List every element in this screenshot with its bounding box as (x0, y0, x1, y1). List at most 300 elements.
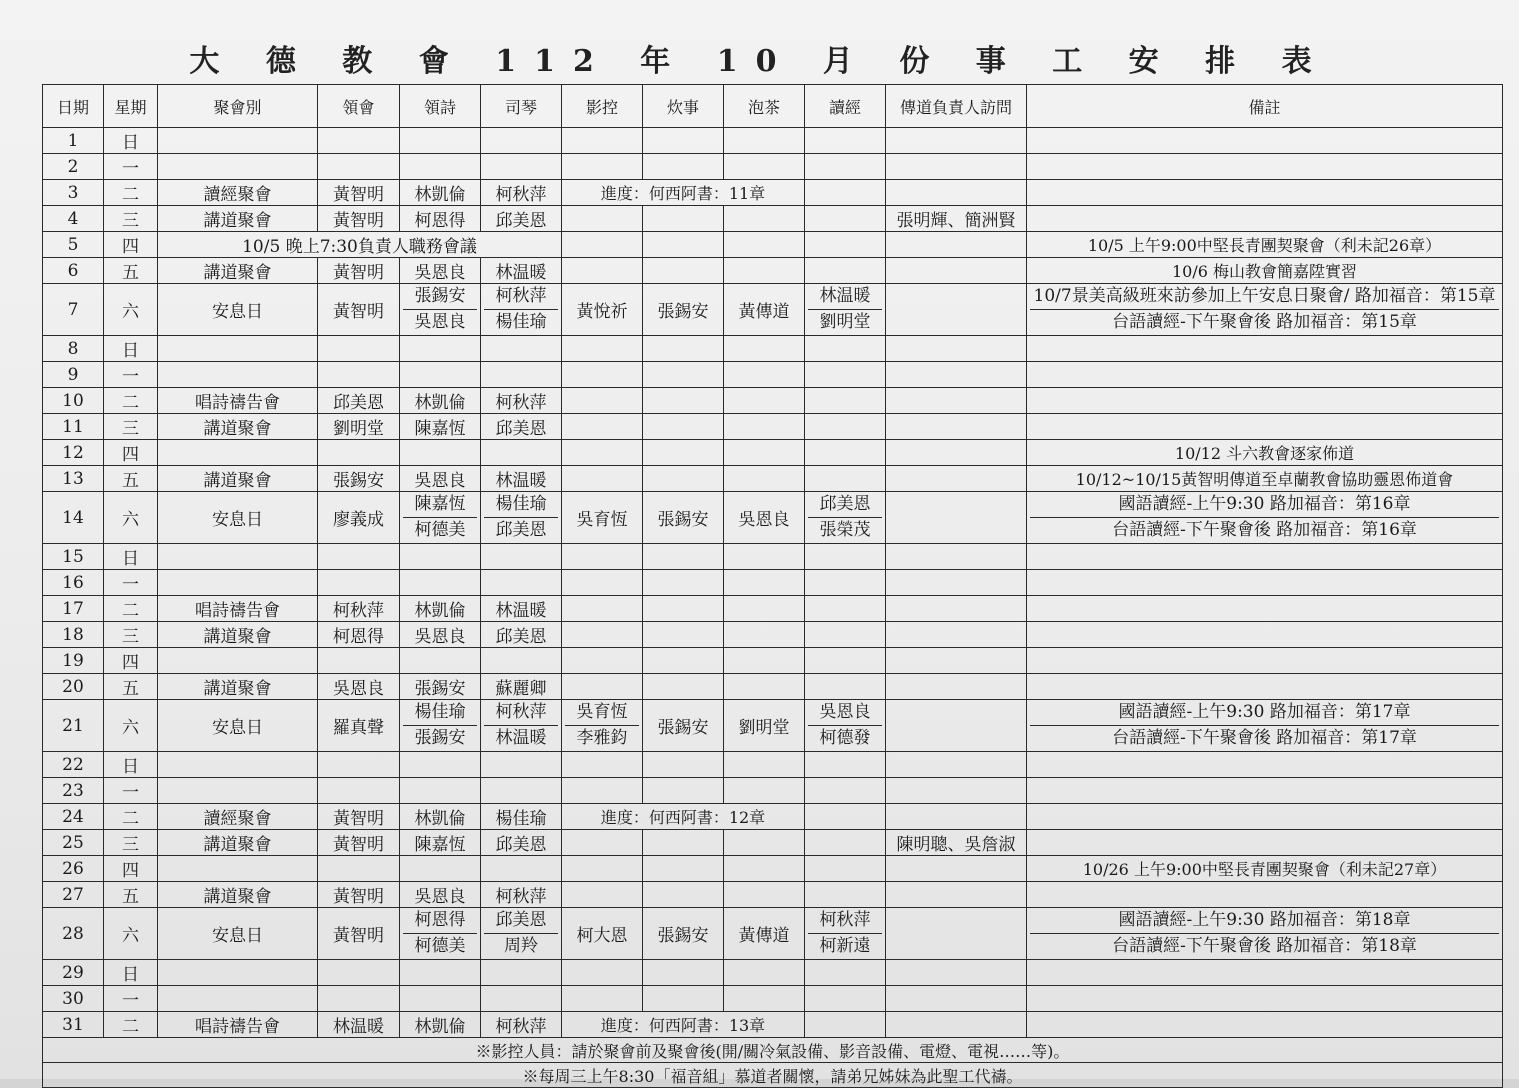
remark-cell (1027, 882, 1503, 908)
cooking-cell (643, 856, 724, 882)
reading-cell (805, 882, 886, 908)
schedule-row (43, 180, 1503, 206)
reading-cell (805, 856, 886, 882)
schedule-row (43, 856, 1503, 882)
tea-cell (724, 674, 805, 700)
remark-cell (1027, 284, 1503, 336)
tea-cell (724, 128, 805, 154)
date-cell: 23 (43, 778, 104, 804)
cooking-cell (643, 778, 724, 804)
date-cell: 28 (43, 908, 104, 960)
schedule-row (43, 778, 1503, 804)
header-hymn-leader: 領詩 (400, 85, 481, 128)
cooking-cell (643, 596, 724, 622)
pianist-cell: 邱美恩 (481, 830, 562, 856)
reading-cell (805, 336, 886, 362)
reading-cell (805, 544, 886, 570)
hymn-leader-cell: 柯恩得 (400, 206, 481, 232)
weekday-cell: 二 (104, 388, 158, 414)
hymn-leader-cell: 林凱倫 (400, 596, 481, 622)
weekday-cell: 五 (104, 466, 158, 492)
pianist-cell: 柯秋萍 (481, 1012, 562, 1038)
reading-cell-entry: 柯德發 (808, 725, 882, 751)
date-cell: 12 (43, 440, 104, 466)
av-cell (562, 154, 643, 180)
weekday-cell: 日 (104, 128, 158, 154)
schedule-row (43, 362, 1503, 388)
date-cell: 21 (43, 700, 104, 752)
meeting-type-cell: 講道聚會 (158, 830, 318, 856)
av-cell (562, 544, 643, 570)
schedule-row (43, 570, 1503, 596)
av-cell: 吳育恆 (562, 492, 643, 544)
tea-cell (724, 388, 805, 414)
remark-cell (1027, 960, 1503, 986)
visit-cell (886, 388, 1027, 414)
weekday-cell: 六 (104, 492, 158, 544)
pianist-cell: 柯秋萍 (481, 388, 562, 414)
pianist-cell-entry: 周羚 (484, 933, 558, 959)
leader-cell: 柯恩得 (318, 622, 400, 648)
hymn-leader-cell-entry: 張錫安 (403, 725, 477, 751)
weekday-cell: 四 (104, 440, 158, 466)
hymn-leader-cell (400, 752, 481, 778)
date-cell: 10 (43, 388, 104, 414)
date-cell: 3 (43, 180, 104, 206)
date-cell: 2 (43, 154, 104, 180)
pianist-cell: 林温暖 (481, 258, 562, 284)
weekday-cell: 三 (104, 414, 158, 440)
meeting-type-cell: 安息日 (158, 700, 318, 752)
hymn-leader-cell (400, 778, 481, 804)
reading-cell (805, 674, 886, 700)
reading-cell (805, 414, 886, 440)
leader-cell (318, 778, 400, 804)
reading-cell (805, 284, 886, 336)
remark-cell-entry: 台語讀經-下午聚會後 路加福音：第16章 (1030, 517, 1499, 543)
schedule-row (43, 804, 1503, 830)
meeting-type-cell (158, 856, 318, 882)
pianist-cell (481, 778, 562, 804)
visit-cell (886, 622, 1027, 648)
reading-cell-entry: 柯新遠 (808, 933, 882, 959)
leader-cell: 林温暖 (318, 1012, 400, 1038)
reading-cell (805, 596, 886, 622)
schedule-row (43, 492, 1503, 544)
cooking-cell (643, 752, 724, 778)
weekday-cell: 一 (104, 778, 158, 804)
reading-cell-entry: 吳恩良 (819, 702, 871, 722)
progress-note: 進度：何西阿書：12章 (562, 804, 805, 830)
date-cell: 29 (43, 960, 104, 986)
hymn-leader-cell (400, 440, 481, 466)
schedule-row (43, 882, 1503, 908)
av-cell (562, 258, 643, 284)
pianist-cell (481, 336, 562, 362)
remark-cell (1027, 492, 1503, 544)
remark-cell-entry: 國語讀經-上午9:30 路加福音：第17章 (1118, 702, 1411, 722)
remark-cell-entry: 台語讀經-下午聚會後 路加福音：第18章 (1030, 933, 1499, 959)
date-cell: 14 (43, 492, 104, 544)
pianist-cell-entry: 邱美恩 (484, 517, 558, 543)
date-cell: 8 (43, 336, 104, 362)
meeting-type-cell: 讀經聚會 (158, 180, 318, 206)
hymn-leader-cell-entry: 楊佳瑜 (414, 702, 466, 722)
schedule-row (43, 674, 1503, 700)
weekday-cell: 一 (104, 570, 158, 596)
hymn-leader-cell-entry: 柯德美 (403, 517, 477, 543)
schedule-row (43, 960, 1503, 986)
av-cell (562, 440, 643, 466)
pianist-cell: 柯秋萍 (481, 882, 562, 908)
leader-cell (318, 648, 400, 674)
remark-cell (1027, 388, 1503, 414)
leader-cell: 黃智明 (318, 258, 400, 284)
empty-cell (643, 232, 724, 258)
tea-cell: 劉明堂 (724, 700, 805, 752)
leader-cell (318, 362, 400, 388)
hymn-leader-cell-entry: 吳恩良 (403, 309, 477, 335)
remark-cell (1027, 362, 1503, 388)
meeting-type-cell (158, 648, 318, 674)
reading-cell (805, 180, 886, 206)
empty-cell (805, 232, 886, 258)
weekday-cell: 六 (104, 700, 158, 752)
pianist-cell (481, 544, 562, 570)
remark-cell (1027, 622, 1503, 648)
pianist-cell (481, 284, 562, 336)
tea-cell (724, 258, 805, 284)
pianist-cell (481, 154, 562, 180)
reading-cell-entry: 林温暖 (819, 286, 871, 306)
pianist-cell: 林温暖 (481, 466, 562, 492)
leader-cell (318, 154, 400, 180)
leader-cell: 黃智明 (318, 882, 400, 908)
visit-cell: 陳明聰、吳詹淑 (886, 830, 1027, 856)
av-cell (562, 336, 643, 362)
weekday-cell: 三 (104, 206, 158, 232)
visit-cell (886, 258, 1027, 284)
date-cell: 20 (43, 674, 104, 700)
leader-cell (318, 960, 400, 986)
tea-cell (724, 622, 805, 648)
date-cell: 31 (43, 1012, 104, 1038)
meeting-type-cell: 講道聚會 (158, 206, 318, 232)
leader-cell: 廖義成 (318, 492, 400, 544)
remark-cell (1027, 544, 1503, 570)
cooking-cell (643, 544, 724, 570)
date-cell: 24 (43, 804, 104, 830)
date-cell: 30 (43, 986, 104, 1012)
visit-cell (886, 284, 1027, 336)
tea-cell (724, 596, 805, 622)
remark-cell (1027, 674, 1503, 700)
visit-cell (886, 466, 1027, 492)
leader-cell: 黃智明 (318, 284, 400, 336)
meeting-type-cell (158, 544, 318, 570)
av-cell (562, 648, 643, 674)
weekday-cell: 一 (104, 154, 158, 180)
meeting-type-cell: 講道聚會 (158, 674, 318, 700)
visit-cell (886, 596, 1027, 622)
hymn-leader-cell-entry: 柯德美 (403, 933, 477, 959)
reading-cell (805, 830, 886, 856)
header-leader: 領會 (318, 85, 400, 128)
pianist-cell (481, 440, 562, 466)
tea-cell (724, 648, 805, 674)
weekday-cell: 二 (104, 804, 158, 830)
meeting-type-cell (158, 336, 318, 362)
footer-note: ※每周三上午8:30「福音組」慕道者關懷，請弟兄姊妹為此聖工代禱。 (43, 1063, 1503, 1088)
visit-cell (886, 336, 1027, 362)
cooking-cell (643, 960, 724, 986)
schedule-row (43, 154, 1503, 180)
cooking-cell (643, 986, 724, 1012)
cooking-cell (643, 154, 724, 180)
remark-cell: 10/5 上午9:00中堅長青團契聚會（利未記26章） (1027, 232, 1503, 258)
hymn-leader-cell (400, 492, 481, 544)
visit-cell (886, 440, 1027, 466)
meeting-type-cell (158, 986, 318, 1012)
meeting-type-cell: 安息日 (158, 284, 318, 336)
pianist-cell: 邱美恩 (481, 622, 562, 648)
pianist-cell: 楊佳瑜 (481, 804, 562, 830)
tea-cell (724, 986, 805, 1012)
leader-cell: 黃智明 (318, 830, 400, 856)
pianist-cell-entry: 邱美恩 (495, 910, 547, 930)
leader-cell (318, 570, 400, 596)
reading-cell (805, 466, 886, 492)
pianist-cell (481, 960, 562, 986)
date-cell: 18 (43, 622, 104, 648)
av-cell (562, 856, 643, 882)
remark-cell-entry: 10/7景美高級班來訪參加上午安息日聚會/ 路加福音：第15章 (1033, 286, 1496, 306)
meeting-type-cell (158, 778, 318, 804)
hymn-leader-cell (400, 336, 481, 362)
remark-cell (1027, 596, 1503, 622)
weekday-cell: 五 (104, 258, 158, 284)
visit-cell (886, 128, 1027, 154)
remark-cell: 10/26 上午9:00中堅長青團契聚會（利未記27章） (1027, 856, 1503, 882)
remark-cell (1027, 128, 1503, 154)
visit-cell (886, 492, 1027, 544)
hymn-leader-cell: 林凱倫 (400, 388, 481, 414)
footer-row (43, 1063, 1503, 1088)
visit-cell (886, 1012, 1027, 1038)
hymn-leader-cell (400, 986, 481, 1012)
schedule-table (42, 84, 1503, 1088)
hymn-leader-cell: 陳嘉恆 (400, 414, 481, 440)
reading-cell (805, 960, 886, 986)
remark-cell (1027, 830, 1503, 856)
schedule-row (43, 258, 1503, 284)
hymn-leader-cell (400, 648, 481, 674)
remark-cell: 10/12 斗六教會逐家佈道 (1027, 440, 1503, 466)
reading-cell-entry: 柯秋萍 (819, 910, 871, 930)
leader-cell (318, 856, 400, 882)
pianist-cell (481, 648, 562, 674)
av-cell (562, 206, 643, 232)
visit-cell (886, 752, 1027, 778)
hymn-leader-cell: 吳恩良 (400, 882, 481, 908)
cooking-cell (643, 388, 724, 414)
header-remarks: 備註 (1027, 85, 1503, 128)
av-cell: 柯大恩 (562, 908, 643, 960)
hymn-leader-cell (400, 154, 481, 180)
empty-cell (724, 232, 805, 258)
av-cell (562, 128, 643, 154)
reading-cell (805, 700, 886, 752)
remark-cell (1027, 206, 1503, 232)
tea-cell: 吳恩良 (724, 492, 805, 544)
date-cell: 15 (43, 544, 104, 570)
av-cell (562, 830, 643, 856)
av-cell (562, 700, 643, 752)
remark-cell (1027, 648, 1503, 674)
av-cell: 黃悅祈 (562, 284, 643, 336)
tea-cell (724, 440, 805, 466)
reading-cell (805, 778, 886, 804)
pianist-cell (481, 856, 562, 882)
remark-cell-entry: 國語讀經-上午9:30 路加福音：第16章 (1118, 494, 1411, 514)
reading-cell-entry: 劉明堂 (808, 309, 882, 335)
weekday-cell: 六 (104, 284, 158, 336)
schedule-row (43, 388, 1503, 414)
pianist-cell (481, 362, 562, 388)
date-cell: 26 (43, 856, 104, 882)
hymn-leader-cell (400, 128, 481, 154)
schedule-row (43, 414, 1503, 440)
tea-cell (724, 362, 805, 388)
empty-cell (562, 232, 643, 258)
empty-cell (886, 232, 1027, 258)
remark-cell (1027, 414, 1503, 440)
reading-cell (805, 154, 886, 180)
schedule-row (43, 284, 1503, 336)
hymn-leader-cell: 林凱倫 (400, 804, 481, 830)
hymn-leader-cell: 吳恩良 (400, 622, 481, 648)
weekday-cell: 日 (104, 336, 158, 362)
meeting-type-cell: 講道聚會 (158, 414, 318, 440)
date-cell: 13 (43, 466, 104, 492)
schedule-row (43, 232, 1503, 258)
schedule-row (43, 206, 1503, 232)
leader-cell: 劉明堂 (318, 414, 400, 440)
weekday-cell: 二 (104, 180, 158, 206)
schedule-row (43, 336, 1503, 362)
cooking-cell (643, 674, 724, 700)
tea-cell (724, 154, 805, 180)
weekday-cell: 三 (104, 830, 158, 856)
pianist-cell-entry: 林温暖 (484, 725, 558, 751)
av-cell (562, 960, 643, 986)
tea-cell: 黃傳道 (724, 284, 805, 336)
date-cell: 7 (43, 284, 104, 336)
tea-cell: 黃傳道 (724, 908, 805, 960)
leader-cell: 吳恩良 (318, 674, 400, 700)
visit-cell (886, 882, 1027, 908)
tea-cell (724, 414, 805, 440)
visit-cell (886, 544, 1027, 570)
date-cell: 19 (43, 648, 104, 674)
visit-cell (886, 674, 1027, 700)
reading-cell (805, 388, 886, 414)
remark-cell (1027, 778, 1503, 804)
reading-cell (805, 440, 886, 466)
pianist-cell: 柯秋萍 (481, 180, 562, 206)
visit-cell (886, 856, 1027, 882)
header-av: 影控 (562, 85, 643, 128)
cooking-cell (643, 206, 724, 232)
hymn-leader-cell (400, 362, 481, 388)
cooking-cell (643, 414, 724, 440)
remark-cell (1027, 752, 1503, 778)
cooking-cell (643, 882, 724, 908)
cooking-cell (643, 128, 724, 154)
weekday-cell: 二 (104, 1012, 158, 1038)
visit-cell: 張明輝、簡洲賢 (886, 206, 1027, 232)
cooking-cell (643, 648, 724, 674)
av-cell (562, 466, 643, 492)
cooking-cell: 張錫安 (643, 492, 724, 544)
hymn-leader-cell (400, 960, 481, 986)
schedule-row (43, 596, 1503, 622)
remark-cell (1027, 180, 1503, 206)
schedule-row (43, 752, 1503, 778)
weekday-cell: 五 (104, 674, 158, 700)
hymn-leader-cell-entry: 柯恩得 (414, 910, 466, 930)
pianist-cell (481, 908, 562, 960)
date-cell: 5 (43, 232, 104, 258)
reading-cell (805, 1012, 886, 1038)
header-meeting-type: 聚會別 (158, 85, 318, 128)
date-cell: 1 (43, 128, 104, 154)
date-cell: 17 (43, 596, 104, 622)
av-cell (562, 882, 643, 908)
reading-cell (805, 206, 886, 232)
schedule-row (43, 440, 1503, 466)
hymn-leader-cell: 吳恩良 (400, 466, 481, 492)
leader-cell: 羅真聲 (318, 700, 400, 752)
leader-cell (318, 336, 400, 362)
av-cell (562, 986, 643, 1012)
meeting-type-cell: 安息日 (158, 908, 318, 960)
meeting-type-cell: 講道聚會 (158, 466, 318, 492)
av-cell (562, 362, 643, 388)
leader-cell: 張錫安 (318, 466, 400, 492)
weekday-cell: 三 (104, 622, 158, 648)
meeting-type-cell (158, 752, 318, 778)
pianist-cell (481, 986, 562, 1012)
visit-cell (886, 908, 1027, 960)
meeting-type-cell (158, 128, 318, 154)
weekday-cell: 四 (104, 648, 158, 674)
tea-cell (724, 570, 805, 596)
tea-cell (724, 778, 805, 804)
cooking-cell (643, 466, 724, 492)
cooking-cell (643, 258, 724, 284)
footer-row (43, 1038, 1503, 1063)
tea-cell (724, 466, 805, 492)
date-cell: 25 (43, 830, 104, 856)
remark-cell: 10/6 梅山教會簡嘉陞實習 (1027, 258, 1503, 284)
header-tea: 泡茶 (724, 85, 805, 128)
hymn-leader-cell (400, 700, 481, 752)
av-cell-entry: 李雅鈞 (565, 725, 639, 751)
pianist-cell (481, 700, 562, 752)
hymn-leader-cell (400, 908, 481, 960)
date-cell: 27 (43, 882, 104, 908)
